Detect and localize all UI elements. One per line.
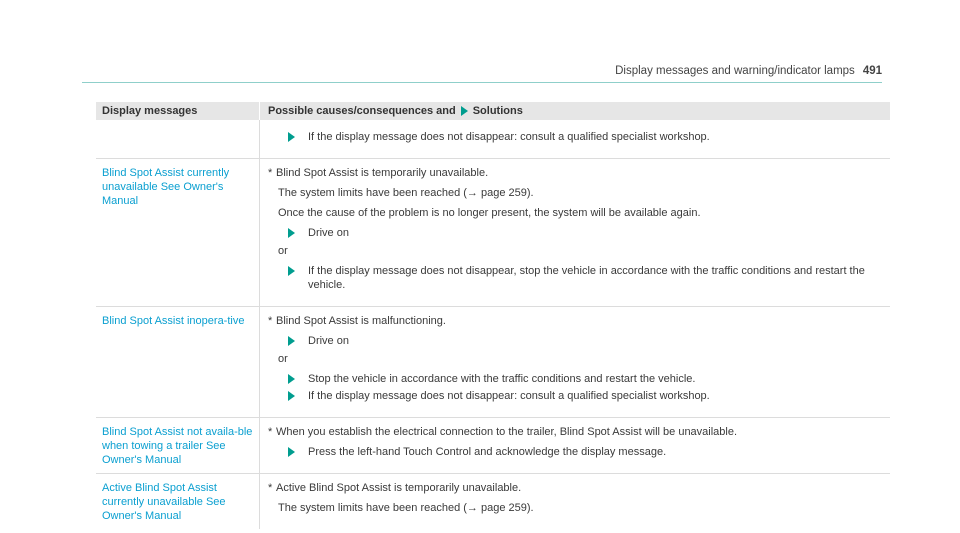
play-arrow-icon — [288, 447, 295, 457]
table-header — [96, 102, 890, 120]
solution-step — [268, 264, 882, 292]
consequence-text: The system limits have been reached (→ page 259). — [278, 502, 534, 514]
cause-line — [268, 166, 882, 180]
table-row — [96, 120, 890, 159]
page-number: 491 — [862, 65, 882, 77]
display-message-text: Active Blind Spot Assist currently unavailable See Owner's Manual — [96, 474, 260, 529]
play-arrow-icon — [461, 106, 468, 116]
table-row — [96, 307, 890, 418]
running-header — [615, 65, 882, 77]
asterisk-icon: * — [268, 426, 273, 438]
cause-text: When you establish the electrical connection to the trailer, Blind Spot Assist will be unavailable. — [276, 426, 738, 438]
cause-line — [268, 425, 882, 439]
header-divider — [82, 82, 882, 83]
causes-solutions-cell — [260, 307, 890, 417]
solution-step-text: Drive on — [308, 227, 349, 239]
play-arrow-icon — [288, 228, 295, 238]
play-arrow-icon — [288, 266, 295, 276]
cause-line — [268, 314, 882, 328]
display-message-text: Blind Spot Assist currently unavailable See Owner's Manual — [96, 159, 260, 306]
solution-step-text: Stop the vehicle in accordance with the traffic conditions and restart the vehicle. — [308, 373, 696, 385]
asterisk-icon: * — [268, 315, 273, 327]
solution-step-text: If the display message does not disappear: consult a qualified specialist workshop. — [308, 131, 710, 143]
asterisk-icon: * — [268, 167, 273, 179]
play-arrow-icon — [288, 336, 295, 346]
solution-step — [268, 130, 882, 144]
causes-solutions-cell — [260, 474, 890, 529]
table-row — [96, 418, 890, 474]
solution-step-text: Drive on — [308, 335, 349, 347]
asterisk-icon: * — [268, 482, 273, 494]
cause-line — [268, 481, 882, 495]
cause-text: Blind Spot Assist is temporarily unavailable. — [276, 167, 489, 179]
col-header-display-messages: Display messages — [96, 102, 260, 120]
cause-text: Active Blind Spot Assist is temporarily unavailable. — [276, 482, 522, 494]
or-separator: or — [278, 245, 288, 257]
col-header-solutions-label: Solutions — [472, 105, 523, 117]
causes-solutions-cell — [260, 418, 890, 473]
page-header — [0, 0, 960, 82]
solution-step — [268, 389, 882, 403]
display-messages-table — [96, 102, 890, 529]
solution-step — [268, 334, 882, 348]
display-message-text: Blind Spot Assist not availa-ble when towing a trailer See Owner's Manual — [96, 418, 260, 473]
solution-step-text: Press the left-hand Touch Control and acknowledge the display message. — [308, 446, 667, 458]
table-row — [96, 474, 890, 529]
col-header-causes-label: Possible causes/consequences and — [268, 105, 456, 117]
section-title: Display messages and warning/indicator lamps — [615, 65, 855, 77]
consequence-text: The system limits have been reached (→ page 259). — [278, 187, 534, 199]
play-arrow-icon — [288, 391, 295, 401]
col-header-causes-solutions — [260, 102, 890, 120]
or-separator: or — [278, 353, 288, 365]
causes-solutions-cell — [260, 120, 890, 158]
table-row — [96, 159, 890, 307]
consequence-text: Once the cause of the problem is no longer present, the system will be available again. — [278, 207, 701, 219]
play-arrow-icon — [288, 374, 295, 384]
solution-step-text: If the display message does not disappear, stop the vehicle in accordance with the traffic conditions and restart the vehicle. — [308, 265, 865, 291]
display-message-text — [96, 120, 260, 158]
display-message-text: Blind Spot Assist inopera-tive — [96, 307, 260, 417]
causes-solutions-cell — [260, 159, 890, 306]
solution-step — [268, 372, 882, 386]
play-arrow-icon — [288, 132, 295, 142]
solution-step — [268, 226, 882, 240]
solution-step — [268, 445, 882, 459]
solution-step-text: If the display message does not disappear: consult a qualified specialist workshop. — [308, 390, 710, 402]
cause-text: Blind Spot Assist is malfunctioning. — [276, 315, 446, 327]
table-body — [96, 120, 890, 529]
